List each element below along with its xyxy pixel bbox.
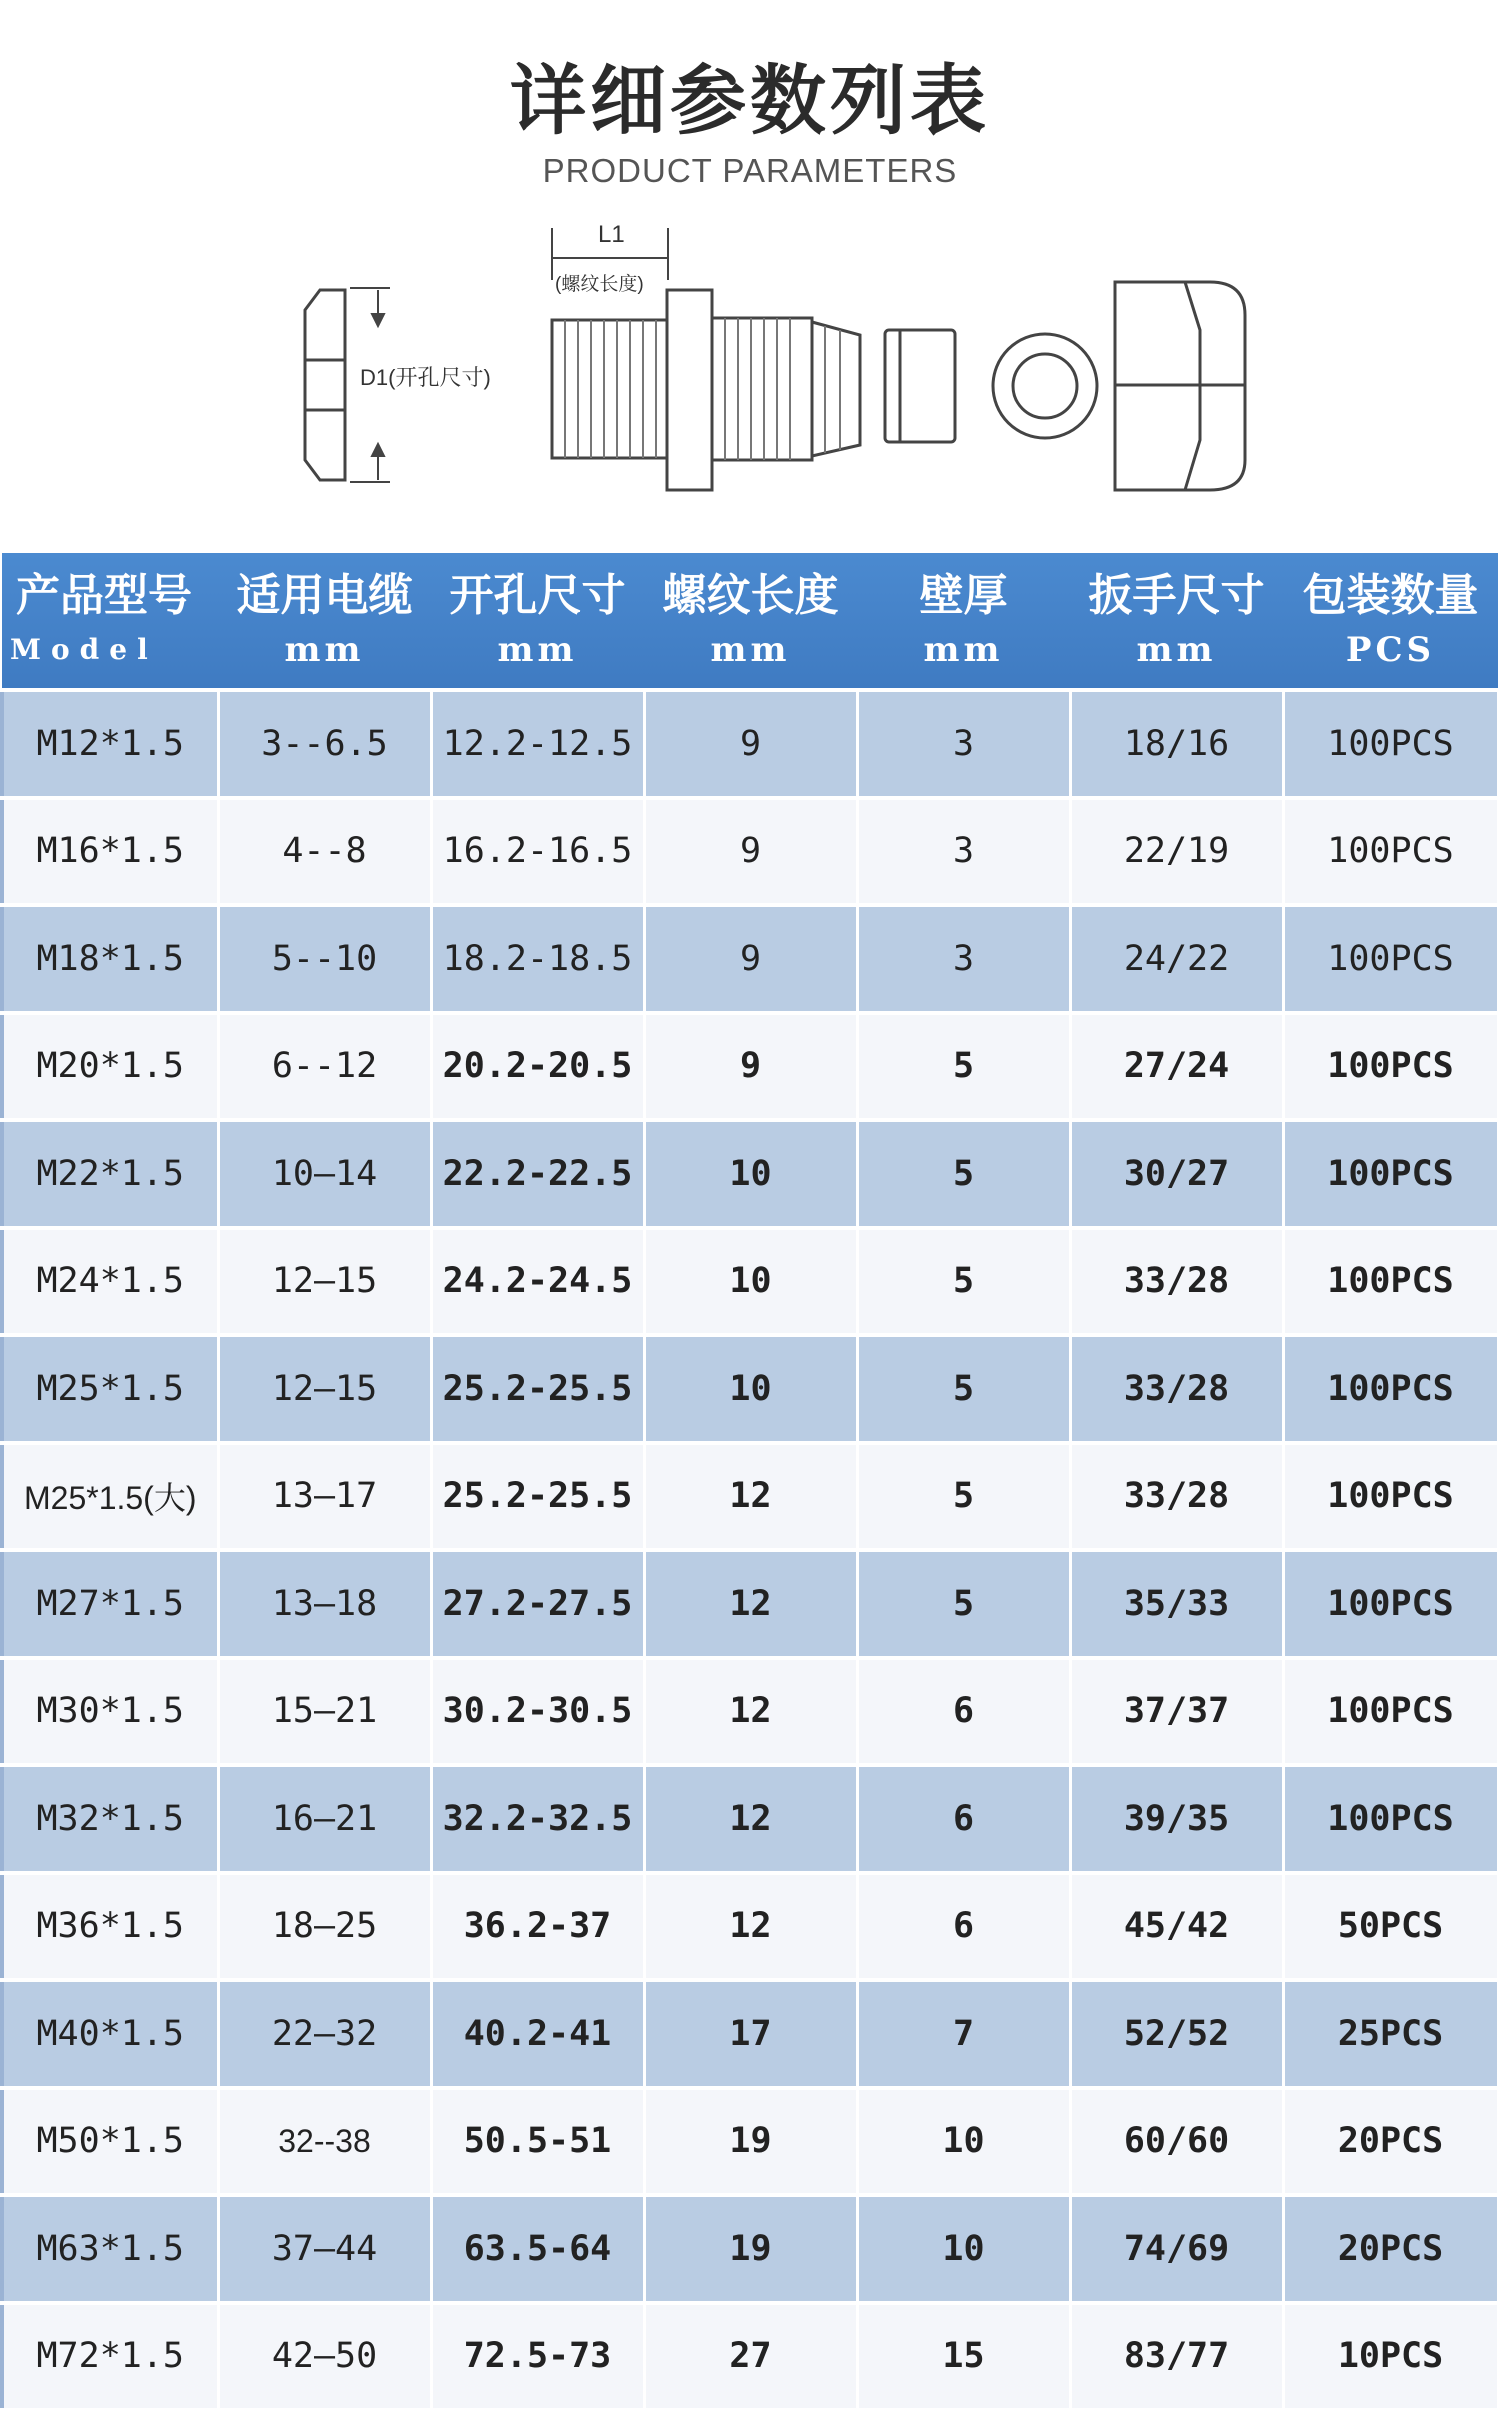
cell-wrench-size: 33/28 [1070,1443,1283,1551]
cell-wall-thickness: 5 [857,1120,1070,1228]
cell-hole-size: 20.2-20.5 [431,1013,644,1121]
cell-wrench-size: 83/77 [1070,2303,1283,2411]
cell-model: M20*1.5 [2,1013,218,1121]
cell-hole-size: 18.2-18.5 [431,905,644,1013]
cell-wrench-size: 30/27 [1070,1120,1283,1228]
cell-thread-length: 27 [644,2303,857,2411]
cell-package-qty: 20PCS [1283,2088,1498,2196]
table-row [2,1658,1498,1766]
cell-wall-thickness: 5 [857,1443,1070,1551]
table-row [2,1120,1498,1228]
cell-wall-thickness: 3 [857,798,1070,906]
cell-wrench-size: 39/35 [1070,1765,1283,1873]
cell-cable-range: 16—21 [218,1765,431,1873]
cell-wrench-size: 45/42 [1070,1873,1283,1981]
table-row [2,1550,1498,1658]
cell-thread-length: 9 [644,690,857,798]
l1-label: L1 [598,221,625,248]
page-title: 详细参数列表 [510,56,990,145]
cell-thread-length: 17 [644,1980,857,2088]
cell-thread-length: 9 [644,1013,857,1121]
cell-wall-thickness: 7 [857,1980,1070,2088]
cell-model: M63*1.5 [2,2195,218,2303]
cell-thread-length: 12 [644,1658,857,1766]
product-diagram [0,210,1500,510]
cell-wrench-size: 74/69 [1070,2195,1283,2303]
thread-lines [565,318,840,460]
cell-thread-length: 12 [644,1550,857,1658]
cell-wrench-size: 52/52 [1070,1980,1283,2088]
d1-label: D1(开孔尺寸) [360,365,491,390]
cell-wrench-size: 35/33 [1070,1550,1283,1658]
cell-wrench-size: 18/16 [1070,690,1283,798]
header-cable-range: 适用电缆 mm [218,553,431,690]
cell-model: M30*1.5 [2,1658,218,1766]
cell-hole-size: 63.5-64 [431,2195,644,2303]
table-row [2,690,1498,798]
table-row [2,1873,1498,1981]
cell-cable-range: 32--38 [218,2088,431,2196]
table-row [2,1335,1498,1443]
cell-model: M27*1.5 [2,1550,218,1658]
cell-wrench-size: 27/24 [1070,1013,1283,1121]
cell-package-qty: 10PCS [1283,2303,1498,2411]
header-wall-thickness: 壁厚 mm [857,553,1070,690]
cell-package-qty: 100PCS [1283,690,1498,798]
cell-wrench-size: 60/60 [1070,2088,1283,2196]
cell-package-qty: 100PCS [1283,1228,1498,1336]
cell-thread-length: 19 [644,2195,857,2303]
cell-hole-size: 22.2-22.5 [431,1120,644,1228]
cell-thread-length: 10 [644,1120,857,1228]
table-row [2,1228,1498,1336]
cell-model: M24*1.5 [2,1228,218,1336]
cell-wall-thickness: 5 [857,1335,1070,1443]
cell-hole-size: 27.2-27.5 [431,1550,644,1658]
cell-hole-size: 32.2-32.5 [431,1765,644,1873]
nut-side-view [305,290,345,480]
table-row [2,1980,1498,2088]
cell-wall-thickness: 5 [857,1013,1070,1121]
cell-package-qty: 50PCS [1283,1873,1498,1981]
cell-package-qty: 100PCS [1283,1443,1498,1551]
cell-package-qty: 100PCS [1283,1013,1498,1121]
cell-package-qty: 100PCS [1283,1765,1498,1873]
table-row [2,2303,1498,2411]
cell-hole-size: 12.2-12.5 [431,690,644,798]
cell-thread-length: 12 [644,1443,857,1551]
cell-cable-range: 3--6.5 [218,690,431,798]
cell-cable-range: 18—25 [218,1873,431,1981]
cell-hole-size: 40.2-41 [431,1980,644,2088]
cell-thread-length: 12 [644,1765,857,1873]
cell-model: M12*1.5 [2,690,218,798]
cell-cable-range: 10—14 [218,1120,431,1228]
cell-thread-length: 10 [644,1228,857,1336]
cell-wall-thickness: 5 [857,1550,1070,1658]
cell-wall-thickness: 3 [857,690,1070,798]
cell-cable-range: 42—50 [218,2303,431,2411]
cell-wall-thickness: 5 [857,1228,1070,1336]
cell-wrench-size: 24/22 [1070,905,1283,1013]
cell-cable-range: 22—32 [218,1980,431,2088]
cell-cable-range: 13—17 [218,1443,431,1551]
parameter-table [0,553,1500,2412]
cell-model: M25*1.5(大) [2,1443,218,1551]
cell-wall-thickness: 3 [857,905,1070,1013]
cell-cable-range: 6--12 [218,1013,431,1121]
cell-package-qty: 100PCS [1283,1335,1498,1443]
cell-hole-size: 36.2-37 [431,1873,644,1981]
table-row [2,1443,1498,1551]
cell-cable-range: 12—15 [218,1335,431,1443]
cell-wall-thickness: 6 [857,1658,1070,1766]
seal-insert [885,330,955,442]
cell-cable-range: 15—21 [218,1658,431,1766]
cell-thread-length: 19 [644,2088,857,2196]
cell-hole-size: 25.2-25.5 [431,1335,644,1443]
cell-wrench-size: 37/37 [1070,1658,1283,1766]
table-row [2,1765,1498,1873]
cell-wall-thickness: 10 [857,2195,1070,2303]
header-package-qty: 包装数量 PCS [1283,553,1498,690]
cell-model: M22*1.5 [2,1120,218,1228]
cell-package-qty: 100PCS [1283,1120,1498,1228]
cell-cable-range: 37—44 [218,2195,431,2303]
cell-hole-size: 24.2-24.5 [431,1228,644,1336]
cell-model: M18*1.5 [2,905,218,1013]
cell-package-qty: 100PCS [1283,1658,1498,1766]
cell-wrench-size: 33/28 [1070,1228,1283,1336]
cell-hole-size: 16.2-16.5 [431,798,644,906]
cell-model: M50*1.5 [2,2088,218,2196]
header-wrench-size: 扳手尺寸 mm [1070,553,1283,690]
cell-thread-length: 12 [644,1873,857,1981]
header-model: 产品型号 Model [2,553,218,690]
cell-hole-size: 72.5-73 [431,2303,644,2411]
cell-model: M40*1.5 [2,1980,218,2088]
cell-package-qty: 100PCS [1283,798,1498,906]
cell-wrench-size: 33/28 [1070,1335,1283,1443]
cell-thread-length: 10 [644,1335,857,1443]
cell-package-qty: 20PCS [1283,2195,1498,2303]
cell-model: M36*1.5 [2,1873,218,1981]
cell-package-qty: 100PCS [1283,905,1498,1013]
cell-hole-size: 50.5-51 [431,2088,644,2196]
l1-note: (螺纹长度) [555,274,644,295]
table-row [2,1013,1498,1121]
cell-thread-length: 9 [644,905,857,1013]
cell-wrench-size: 22/19 [1070,798,1283,906]
cell-model: M72*1.5 [2,2303,218,2411]
cell-model: M16*1.5 [2,798,218,906]
cell-hole-size: 25.2-25.5 [431,1443,644,1551]
cell-model: M32*1.5 [2,1765,218,1873]
table-row [2,798,1498,906]
cell-hole-size: 30.2-30.5 [431,1658,644,1766]
table-row [2,2195,1498,2303]
seal-ring [993,334,1097,438]
cell-cable-range: 4--8 [218,798,431,906]
cell-thread-length: 9 [644,798,857,906]
page-subtitle: PRODUCT PARAMETERS [542,152,958,189]
cell-cable-range: 13—18 [218,1550,431,1658]
cell-cable-range: 12—15 [218,1228,431,1336]
cap-nut [1115,282,1245,490]
header-hole-size: 开孔尺寸 mm [431,553,644,690]
cell-cable-range: 5--10 [218,905,431,1013]
cell-wall-thickness: 15 [857,2303,1070,2411]
header-thread-length: 螺纹长度 mm [644,553,857,690]
gland-body [552,290,860,490]
table-row [2,905,1498,1013]
cell-model: M25*1.5 [2,1335,218,1443]
cell-wall-thickness: 6 [857,1873,1070,1981]
cell-wall-thickness: 6 [857,1765,1070,1873]
cell-package-qty: 100PCS [1283,1550,1498,1658]
cell-package-qty: 25PCS [1283,1980,1498,2088]
table-row [2,2088,1498,2196]
cell-wall-thickness: 10 [857,2088,1070,2196]
table-header-row [2,553,1498,690]
